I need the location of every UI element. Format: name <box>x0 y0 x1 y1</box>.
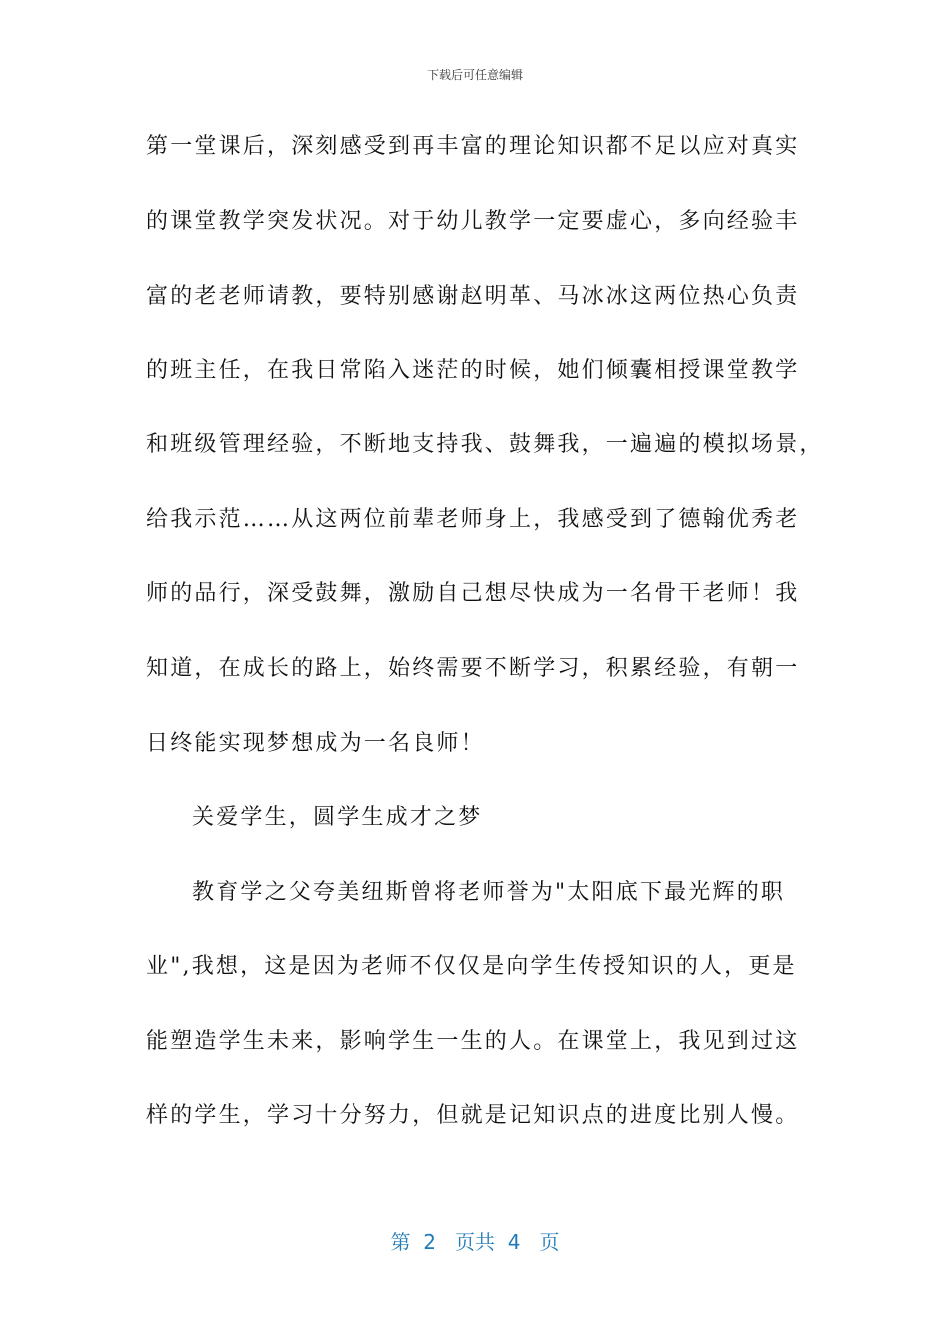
section-heading: 关爱学生，圆学生成才之梦 <box>192 805 483 830</box>
page-number-footer: 第 2 页共 4 页 <box>390 1230 560 1254</box>
paragraph-line: 和班级管理经验，不断地支持我、鼓舞我，一遍遍的模拟场景， <box>146 432 824 457</box>
paragraph-line: 给我示范……从这两位前辈老师身上，我感受到了德翰优秀老 <box>146 507 800 532</box>
header-note: 下载后可任意编辑 <box>426 68 523 82</box>
paragraph-line: 教育学之父夸美纽斯曾将老师誉为"太阳底下最光辉的职 <box>192 880 786 905</box>
paragraph-line: 富的老老师请教，要特别感谢赵明革、马冰冰这两位热心负责 <box>146 284 800 309</box>
paragraph-line: 日终能实现梦想成为一名良师！ <box>146 731 485 756</box>
paragraph-line: 样的学生，学习十分努力，但就是记知识点的进度比别人慢。 <box>146 1103 800 1128</box>
paragraph-line: 第一堂课后，深刻感受到再丰富的理论知识都不足以应对真实 <box>146 134 800 159</box>
paragraph-line: 能塑造学生未来，影响学生一生的人。在课堂上，我见到过这 <box>146 1029 800 1054</box>
paragraph-line: 知道，在成长的路上，始终需要不断学习，积累经验，有朝一 <box>146 656 800 681</box>
paragraph-line: 的班主任，在我日常陷入迷茫的时候，她们倾囊相授课堂教学 <box>146 358 800 383</box>
paragraph-line: 业",我想，这是因为老师不仅仅是向学生传授知识的人，更是 <box>146 954 797 979</box>
paragraph-line: 师的品行，深受鼓舞，激励自己想尽快成为一名骨干老师！我 <box>146 581 800 606</box>
paragraph-line: 的课堂教学突发状况。对于幼儿教学一定要虚心，多向经验丰 <box>146 209 800 234</box>
